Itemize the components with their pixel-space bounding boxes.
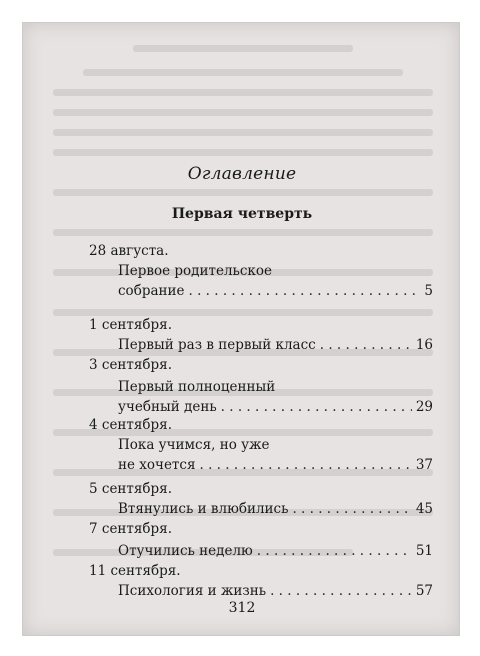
toc-entry[interactable] — [118, 581, 433, 601]
toc-page-number: 51 — [415, 543, 433, 559]
section-heading: Первая четверть — [171, 206, 313, 222]
toc-entry[interactable] — [118, 377, 433, 417]
toc-entry[interactable] — [118, 335, 433, 355]
page-title: Оглавление — [187, 164, 297, 184]
book-page — [22, 22, 460, 636]
toc-entry-title-line2: собрание — [118, 283, 185, 299]
leader-dots — [257, 541, 412, 561]
toc-entry[interactable] — [118, 435, 433, 475]
toc-entry-title-line1: Первое родительское — [118, 263, 272, 279]
leader-dots — [189, 281, 421, 301]
toc-date: 11 сентября. — [89, 563, 181, 579]
toc-entry-title: Первый раз в первый класс — [118, 337, 316, 353]
toc-entry-title: Втянулись и влюбились — [118, 501, 289, 517]
toc-page-number: 37 — [415, 457, 433, 473]
toc-page-number: 29 — [415, 399, 433, 415]
leader-dots — [221, 397, 412, 417]
toc-entry-title-line1: Первый полноценный — [118, 379, 276, 395]
toc-entry[interactable] — [118, 261, 433, 301]
toc-date: 5 сентября. — [89, 481, 172, 497]
toc-page-number: 57 — [415, 583, 433, 599]
toc-entry-title: Психология и жизнь — [118, 583, 267, 599]
leader-dots — [292, 499, 411, 519]
toc-date: 7 сентября. — [89, 521, 172, 537]
toc-entry-title: Отучились неделю — [118, 543, 253, 559]
toc-entry[interactable] — [118, 499, 433, 519]
toc-entry-title-line1: Пока учимся, но уже — [118, 437, 270, 453]
page-number: 312 — [228, 600, 256, 616]
toc-page-number: 5 — [424, 283, 433, 299]
toc-page-number: 16 — [415, 337, 433, 353]
leader-dots — [270, 581, 412, 601]
leader-dots — [320, 335, 412, 355]
leader-dots — [199, 455, 411, 475]
toc-entry[interactable] — [118, 541, 433, 561]
toc-date: 1 сентября. — [89, 317, 172, 333]
toc-entry-title-line2: учебный день — [118, 399, 217, 415]
toc-entry-title-line2: не хочется — [118, 457, 196, 473]
toc-date: 3 сентября. — [89, 357, 172, 373]
toc-date: 28 августа. — [89, 243, 169, 259]
toc-date: 4 сентября. — [89, 417, 172, 433]
toc-page-number: 45 — [415, 501, 433, 517]
